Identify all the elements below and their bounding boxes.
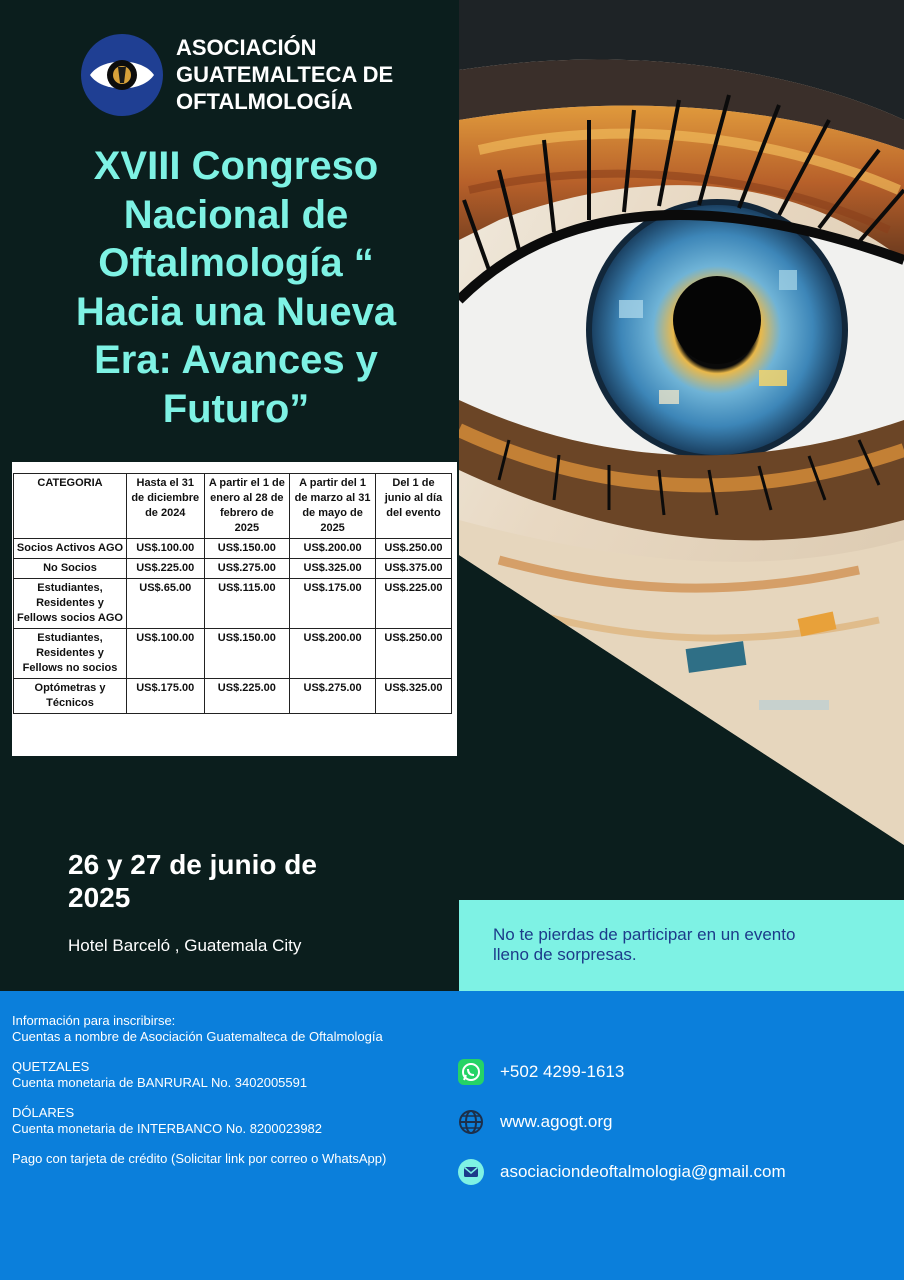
payment-dolares bbox=[12, 1105, 452, 1137]
price-cell: US$.200.00 bbox=[290, 629, 376, 679]
price-cell: US$.325.00 bbox=[375, 679, 451, 714]
promo-text bbox=[493, 925, 853, 965]
header-cell: CATEGORIA bbox=[14, 474, 127, 539]
category-cell: Socios Activos AGO bbox=[14, 539, 127, 559]
payment-intro bbox=[12, 1013, 452, 1045]
category-cell: Estudiantes, Residentes y Fellows no socios bbox=[14, 629, 127, 679]
category-cell: No Socios bbox=[14, 559, 127, 579]
info-line: Información para inscribirse: bbox=[12, 1013, 176, 1028]
category-cell: Estudiantes, Residentes y Fellows socios AGO bbox=[14, 579, 127, 629]
title-line: Era: Avances y bbox=[94, 338, 378, 382]
title-line: XVIII Congreso bbox=[93, 144, 379, 188]
table-row bbox=[14, 679, 452, 714]
header-cell: Hasta el 31 de diciembre de 2024 bbox=[127, 474, 205, 539]
organization-name bbox=[176, 34, 446, 115]
org-name-line: ASOCIACIÓN bbox=[176, 35, 317, 60]
price-cell: US$.175.00 bbox=[127, 679, 205, 714]
date-line: 26 y 27 de junio de bbox=[68, 849, 317, 880]
table-header-row bbox=[14, 474, 452, 539]
title-line: Futuro” bbox=[162, 386, 310, 431]
price-cell: US$.200.00 bbox=[290, 539, 376, 559]
promo-line: No te pierdas de participar en un evento bbox=[493, 925, 796, 944]
eye-artwork bbox=[459, 0, 904, 845]
price-cell: US$.225.00 bbox=[204, 679, 290, 714]
table-row bbox=[14, 559, 452, 579]
payment-quetzales bbox=[12, 1059, 452, 1091]
price-cell: US$.175.00 bbox=[290, 579, 376, 629]
event-venue: Hotel Barceló , Guatemala City bbox=[68, 936, 302, 955]
fees-table-card bbox=[12, 462, 457, 756]
price-cell: US$.250.00 bbox=[375, 539, 451, 559]
info-line: Pago con tarjeta de crédito (Solicitar link por correo o WhatsApp) bbox=[12, 1151, 387, 1166]
price-cell: US$.275.00 bbox=[204, 559, 290, 579]
price-cell: US$.225.00 bbox=[127, 559, 205, 579]
price-cell: US$.65.00 bbox=[127, 579, 205, 629]
title-line: Oftalmología “ bbox=[98, 241, 374, 285]
price-cell: US$.100.00 bbox=[127, 539, 205, 559]
table-row bbox=[14, 629, 452, 679]
date-line: 2025 bbox=[68, 882, 131, 913]
footer-section bbox=[0, 991, 904, 1280]
price-cell: US$.225.00 bbox=[375, 579, 451, 629]
table-row bbox=[14, 579, 452, 629]
promo-line: lleno de sorpresas. bbox=[493, 945, 637, 964]
category-cell: Optómetras y Técnicos bbox=[14, 679, 127, 714]
promo-box bbox=[459, 900, 904, 991]
price-cell: US$.115.00 bbox=[204, 579, 290, 629]
payment-info bbox=[12, 1013, 452, 1181]
price-cell: US$.150.00 bbox=[204, 629, 290, 679]
globe-icon bbox=[458, 1109, 484, 1135]
contact-web[interactable] bbox=[458, 1109, 612, 1135]
fees-table bbox=[13, 473, 452, 714]
event-date bbox=[68, 848, 368, 914]
website-link[interactable]: www.agogt.org bbox=[500, 1112, 613, 1131]
header-cell: A partir del 1 de marzo al 31 de mayo de 2025 bbox=[290, 474, 376, 539]
price-cell: US$.375.00 bbox=[375, 559, 451, 579]
org-name-line: OFTALMOLOGÍA bbox=[176, 89, 353, 114]
price-cell: US$.275.00 bbox=[290, 679, 376, 714]
org-name-line: GUATEMALTECA DE bbox=[176, 62, 394, 87]
payment-card bbox=[12, 1151, 452, 1167]
info-line: DÓLARES bbox=[12, 1105, 75, 1120]
price-cell: US$.325.00 bbox=[290, 559, 376, 579]
eye-logo-icon bbox=[80, 33, 164, 117]
header-cell: Del 1 de junio al día del evento bbox=[375, 474, 451, 539]
whatsapp-icon bbox=[458, 1059, 484, 1085]
price-cell: US$.100.00 bbox=[127, 629, 205, 679]
header-cell: A partir el 1 de enero al 28 de febrero de 2025 bbox=[204, 474, 290, 539]
info-line: QUETZALES bbox=[12, 1059, 90, 1074]
congress-title bbox=[30, 142, 442, 433]
contact-email[interactable] bbox=[458, 1159, 786, 1185]
email-link[interactable]: asociaciondeoftalmologia@gmail.com bbox=[500, 1162, 786, 1181]
email-icon bbox=[458, 1159, 484, 1185]
phone-number[interactable]: +502 4299-1613 bbox=[500, 1062, 625, 1081]
contact-phone[interactable] bbox=[458, 1059, 624, 1085]
price-cell: US$.250.00 bbox=[375, 629, 451, 679]
info-line: Cuenta monetaria de BANRURAL No. 3402005591 bbox=[12, 1075, 308, 1090]
table-row bbox=[14, 539, 452, 559]
title-line: Hacia una Nueva bbox=[75, 289, 397, 334]
title-line: Nacional de bbox=[123, 192, 349, 237]
info-line: Cuenta monetaria de INTERBANCO No. 8200023982 bbox=[12, 1121, 323, 1136]
price-cell: US$.150.00 bbox=[204, 539, 290, 559]
info-line: Cuentas a nombre de Asociación Guatemalteca de Oftalmología bbox=[12, 1029, 383, 1044]
